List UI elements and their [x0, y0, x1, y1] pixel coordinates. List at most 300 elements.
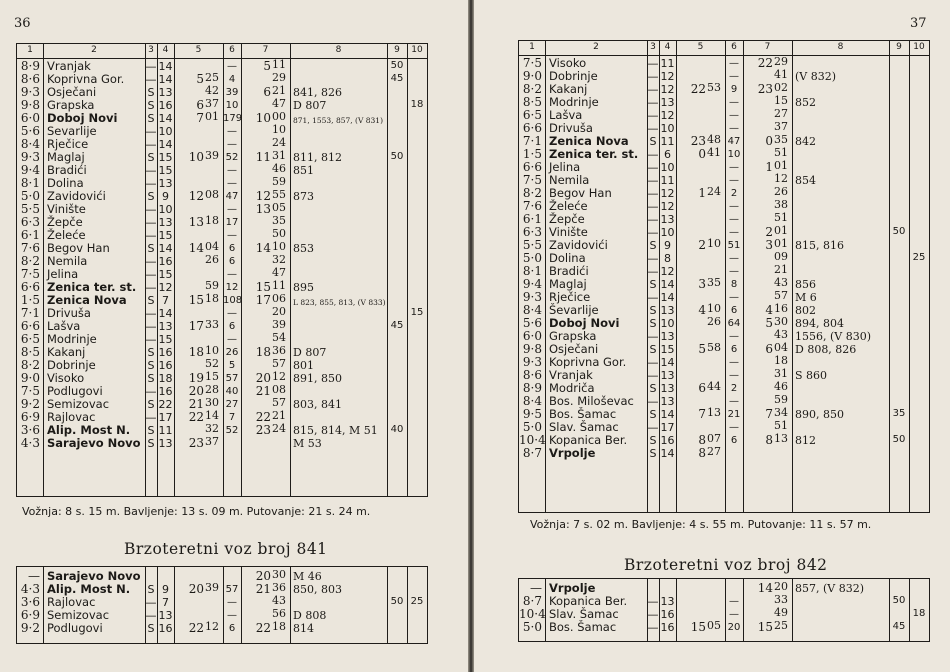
arrival-minutes: 33	[205, 318, 219, 331]
connection-note: M 6	[795, 291, 817, 304]
travel-minutes: 10	[660, 161, 675, 174]
dwell-minutes: —	[227, 308, 237, 319]
column-number: 4	[162, 45, 169, 55]
arrival-hour: 22	[690, 82, 706, 96]
station-name: Begov Han	[47, 241, 110, 255]
dwell-minutes: 6	[228, 243, 236, 254]
stop-flag: —	[145, 307, 157, 320]
distance-km: 8·9	[522, 381, 542, 395]
stop-flag: S	[147, 583, 155, 596]
arrival-hour: 8	[698, 433, 706, 447]
departure-minutes: 29	[272, 71, 286, 84]
dwell-minutes: 26	[225, 347, 239, 358]
stop-flag: —	[145, 229, 157, 242]
dwell-minutes: 2	[730, 188, 738, 199]
departure-minutes: 46	[774, 380, 788, 393]
departure-minutes: 43	[774, 276, 788, 289]
load-mark: 45	[390, 73, 404, 84]
departure-minutes: 54	[272, 331, 286, 344]
section-title: Brzoteretni voz broj 842	[624, 556, 828, 574]
travel-minutes: 13	[158, 177, 173, 190]
stop-flag: —	[145, 138, 157, 151]
connection-note: 873	[293, 190, 314, 203]
travel-minutes: 7	[162, 596, 169, 609]
load-mark: 50	[390, 151, 404, 162]
arrival-minutes: 37	[205, 97, 219, 110]
connection-note: 1556, (V 830)	[795, 330, 872, 343]
table-row	[17, 437, 427, 450]
distance-km: 8·1	[522, 264, 542, 278]
stop-flag: —	[145, 596, 157, 609]
travel-minutes: 14	[158, 112, 173, 125]
table-row	[17, 622, 427, 635]
travel-minutes: 9	[162, 583, 169, 596]
arrival-minutes: 07	[707, 432, 721, 445]
departure-hour: 5	[263, 59, 271, 73]
dwell-minutes: —	[227, 126, 237, 137]
departure-minutes: 43	[774, 328, 788, 341]
station-name: Podlugovi	[47, 621, 103, 635]
departure-minutes: 29	[774, 55, 788, 68]
travel-minutes: 14	[660, 356, 675, 369]
departure-minutes: 51	[774, 419, 788, 432]
departure-minutes: 43	[272, 594, 286, 607]
departure-hour: 0	[765, 134, 773, 148]
travel-minutes: 10	[660, 317, 675, 330]
distance-km: 1·5	[522, 147, 542, 161]
dwell-minutes: —	[227, 269, 237, 280]
station-name: Dobrinje	[47, 358, 96, 372]
travel-minutes: 14	[158, 138, 173, 151]
distance-km: 6·6	[522, 121, 542, 135]
distance-km: 9·2	[20, 397, 40, 411]
connection-note: 801	[293, 359, 314, 372]
travel-minutes: 7	[162, 294, 169, 307]
stop-flag: S	[147, 622, 155, 635]
arrival-minutes: 39	[205, 581, 219, 594]
station-name: Rječice	[47, 137, 89, 151]
travel-minutes: 16	[158, 622, 173, 635]
load-mark: 50	[892, 434, 906, 445]
stop-flag: —	[647, 161, 659, 174]
departure-hour: 6	[263, 85, 271, 99]
stop-flag: S	[147, 346, 155, 359]
station-name: Modriča	[549, 381, 595, 395]
distance-km: 6·5	[20, 332, 40, 346]
dwell-minutes: —	[227, 597, 237, 608]
departure-hour: 11	[255, 150, 271, 164]
connection-note: 895	[293, 281, 314, 294]
travel-minutes: 14	[158, 242, 173, 255]
stop-flag: —	[647, 174, 659, 187]
arrival-hour: 21	[188, 397, 204, 411]
stop-flag: —	[647, 83, 659, 96]
arrival-hour: 7	[196, 111, 204, 125]
distance-km: 6·6	[20, 280, 40, 294]
stop-flag: —	[647, 200, 659, 213]
departure-minutes: 36	[272, 344, 286, 357]
dwell-minutes: 10	[727, 149, 741, 160]
dwell-minutes: —	[729, 357, 739, 368]
dwell-minutes: —	[729, 175, 739, 186]
travel-minutes: 10	[660, 122, 675, 135]
departure-minutes: 13	[774, 432, 788, 445]
departure-hour: 22	[757, 56, 773, 70]
stop-flag: S	[649, 343, 657, 356]
station-name: Dobrinje	[549, 69, 598, 83]
dwell-minutes: 10	[225, 100, 239, 111]
dwell-minutes: 179	[223, 113, 243, 124]
travel-minutes: 16	[158, 255, 173, 268]
dwell-minutes: 21	[727, 409, 741, 420]
load-mark: 50	[892, 595, 906, 606]
column-number: 4	[664, 42, 671, 52]
station-name: Semizovac	[47, 397, 110, 411]
arrival-minutes: 26	[205, 253, 219, 266]
travel-minutes: 16	[660, 621, 675, 634]
distance-km: 8·5	[522, 95, 542, 109]
departure-minutes: 09	[774, 250, 788, 263]
departure-hour: 22	[255, 621, 271, 635]
distance-km: 9·8	[20, 98, 40, 112]
arrival-hour: 12	[188, 189, 204, 203]
arrival-minutes: 37	[205, 435, 219, 448]
travel-minutes: 12	[660, 109, 675, 122]
stop-flag: —	[145, 125, 157, 138]
distance-km: 8·6	[20, 72, 40, 86]
stop-flag: —	[145, 177, 157, 190]
dwell-minutes: 4	[228, 74, 236, 85]
load-mark: 50	[390, 60, 404, 71]
distance-km: 5·5	[20, 202, 40, 216]
stop-flag: S	[147, 294, 155, 307]
distance-km: 10·4	[519, 433, 546, 447]
travel-minutes: 12	[158, 281, 173, 294]
dwell-minutes: 5	[228, 360, 236, 371]
travel-minutes: 13	[660, 330, 675, 343]
departure-minutes: 32	[272, 253, 286, 266]
arrival-minutes: 25	[205, 71, 219, 84]
dwell-minutes: —	[729, 331, 739, 342]
dwell-minutes: —	[227, 61, 237, 72]
column-number: 8	[837, 42, 844, 52]
departure-minutes: 38	[774, 198, 788, 211]
column-number: 6	[229, 45, 235, 55]
dwell-minutes: —	[227, 165, 237, 176]
stop-flag: —	[647, 226, 659, 239]
travel-minutes: 14	[660, 278, 675, 291]
load-mark: 18	[912, 608, 926, 619]
stop-flag: —	[145, 609, 157, 622]
column-number: 10	[411, 45, 423, 55]
station-name: Lašva	[549, 108, 583, 122]
dwell-minutes: 40	[225, 386, 239, 397]
station-name: Jelina	[47, 267, 79, 281]
dwell-minutes: 7	[228, 412, 236, 423]
departure-minutes: 50	[272, 227, 286, 240]
distance-km: 10·4	[519, 607, 546, 621]
load-mark: 18	[410, 99, 424, 110]
distance-km: 9·3	[20, 85, 40, 99]
arrival-hour: 22	[188, 621, 204, 635]
departure-minutes: 35	[774, 133, 788, 146]
departure-minutes: 11	[272, 279, 286, 292]
stop-flag: S	[147, 99, 155, 112]
dwell-minutes: 39	[225, 87, 239, 98]
departure-minutes: 01	[774, 237, 788, 250]
distance-km: 8·7	[522, 594, 542, 608]
stop-flag: —	[145, 268, 157, 281]
station-name: Nemila	[549, 173, 590, 187]
stop-flag: —	[145, 255, 157, 268]
station-name: Maglaj	[47, 150, 85, 164]
column-number: 9	[394, 45, 400, 55]
arrival-minutes: 41	[707, 146, 721, 159]
arrival-minutes: 18	[205, 214, 219, 227]
distance-km: 3·6	[20, 595, 40, 609]
distance-km: 6·6	[20, 319, 40, 333]
travel-minutes: 13	[660, 213, 675, 226]
travel-minutes: 15	[158, 164, 173, 177]
station-name: Kakanj	[549, 82, 588, 96]
travel-minutes: 14	[158, 307, 173, 320]
stop-flag: —	[647, 57, 659, 70]
arrival-hour: 8	[698, 446, 706, 460]
dwell-minutes: —	[729, 123, 739, 134]
station-name: Vranjak	[549, 368, 593, 382]
travel-minutes: 11	[660, 57, 675, 70]
dwell-minutes: 47	[727, 136, 741, 147]
dwell-minutes: —	[729, 214, 739, 225]
station-name: Visoko	[47, 371, 85, 385]
distance-km: 5·0	[20, 189, 40, 203]
distance-km: 9·3	[522, 290, 542, 304]
travel-minutes: 18	[158, 372, 173, 385]
departure-minutes: 21	[774, 263, 788, 276]
dwell-minutes: 6	[730, 344, 738, 355]
departure-minutes: 30	[272, 568, 286, 581]
connection-note: D 807	[293, 346, 327, 359]
table-row	[519, 447, 929, 460]
departure-minutes: 01	[774, 224, 788, 237]
dwell-minutes: 52	[225, 152, 239, 163]
distance-km: 7·5	[522, 56, 542, 70]
column-number: 8	[335, 45, 342, 55]
departure-minutes: 31	[272, 149, 286, 162]
departure-minutes: 08	[272, 383, 286, 396]
stop-flag: —	[647, 369, 659, 382]
load-mark: 40	[390, 424, 404, 435]
travel-minutes: 13	[660, 96, 675, 109]
load-mark: 50	[390, 596, 404, 607]
connection-note: 841, 826	[293, 86, 342, 99]
distance-km: 8·4	[20, 137, 40, 151]
dwell-minutes: —	[729, 596, 739, 607]
stop-flag: —	[647, 421, 659, 434]
dwell-minutes: 8	[730, 279, 738, 290]
travel-minutes: 13	[158, 320, 173, 333]
station-name: Jelina	[549, 160, 581, 174]
arrival-minutes: 08	[205, 188, 219, 201]
distance-km: 5·5	[522, 238, 542, 252]
stop-flag: —	[647, 122, 659, 135]
travel-minutes: 6	[664, 148, 671, 161]
departure-hour: 23	[757, 82, 773, 96]
arrival-hour: 5	[196, 72, 204, 86]
connection-note: 853	[293, 242, 314, 255]
station-name: Vranjak	[47, 59, 91, 73]
station-name: Slav. Šamac	[549, 607, 619, 621]
dwell-minutes: 6	[730, 305, 738, 316]
stop-flag: —	[647, 356, 659, 369]
station-name: Žepče	[47, 215, 83, 229]
distance-km: 6·3	[20, 215, 40, 229]
departure-minutes: 21	[272, 84, 286, 97]
stop-flag: —	[145, 60, 157, 73]
departure-minutes: 04	[774, 341, 788, 354]
distance-km: 7·6	[20, 241, 40, 255]
dwell-minutes: 6	[228, 256, 236, 267]
travel-minutes: 14	[158, 73, 173, 86]
travel-minutes: 13	[660, 395, 675, 408]
travel-minutes: 9	[162, 190, 169, 203]
station-name: Želeće	[47, 228, 86, 242]
arrival-minutes: 52	[205, 357, 219, 370]
travel-minutes: 14	[660, 447, 675, 460]
stop-flag: —	[145, 411, 157, 424]
dwell-minutes: 52	[225, 425, 239, 436]
departure-hour: 20	[255, 371, 271, 385]
distance-km: 6·9	[20, 608, 40, 622]
dwell-minutes: —	[729, 396, 739, 407]
distance-km: 9·3	[522, 355, 542, 369]
connection-note: 890, 850	[795, 408, 844, 421]
distance-km: 6·5	[522, 108, 542, 122]
travel-minutes: 12	[660, 83, 675, 96]
dwell-minutes: —	[729, 422, 739, 433]
dwell-minutes: —	[729, 609, 739, 620]
stop-flag: —	[647, 213, 659, 226]
travel-minutes: 11	[660, 135, 675, 148]
stop-flag: —	[647, 621, 659, 634]
station-name: Vrpolje	[549, 581, 596, 595]
distance-km: —	[28, 569, 40, 583]
connection-note: 891, 850	[293, 372, 342, 385]
travel-minutes: 14	[660, 408, 675, 421]
departure-hour: 18	[255, 345, 271, 359]
column-number: 3	[148, 45, 154, 55]
dwell-minutes: 9	[730, 84, 738, 95]
arrival-minutes: 59	[205, 279, 219, 292]
column-header	[17, 44, 427, 59]
departure-minutes: 30	[774, 315, 788, 328]
dwell-minutes: 51	[727, 240, 741, 251]
column-number: 2	[593, 42, 599, 52]
travel-minutes: 16	[660, 434, 675, 447]
dwell-minutes: 27	[225, 399, 239, 410]
dwell-minutes: 17	[225, 217, 239, 228]
departure-hour: 6	[765, 342, 773, 356]
station-name: Doboj Novi	[47, 111, 118, 125]
arrival-hour: 18	[188, 345, 204, 359]
travel-minutes: 13	[660, 595, 675, 608]
stop-flag: S	[649, 239, 657, 252]
arrival-minutes: 44	[707, 380, 721, 393]
departure-minutes: 12	[272, 370, 286, 383]
dwell-minutes: 108	[223, 295, 243, 306]
arrival-minutes: 10	[707, 237, 721, 250]
travel-minutes: 15	[158, 229, 173, 242]
dwell-minutes: —	[227, 178, 237, 189]
departure-minutes: 10	[272, 240, 286, 253]
travel-minutes: 22	[158, 398, 173, 411]
arrival-minutes: 42	[205, 84, 219, 97]
station-name: Zavidovići	[549, 238, 608, 252]
dwell-minutes: 47	[225, 191, 239, 202]
distance-km: 6·0	[20, 111, 40, 125]
station-name: Podlugovi	[47, 384, 103, 398]
departure-minutes: 15	[774, 94, 788, 107]
right-page	[474, 0, 950, 672]
departure-minutes: 34	[774, 406, 788, 419]
arrival-minutes: 18	[205, 292, 219, 305]
stop-flag: S	[147, 112, 155, 125]
connection-note: 814	[293, 622, 314, 635]
arrival-hour: 10	[188, 150, 204, 164]
station-name: Doboj Novi	[549, 316, 620, 330]
dwell-minutes: 12	[225, 282, 239, 293]
station-name: Ševarlije	[549, 303, 599, 317]
connection-note: D 808	[293, 609, 327, 622]
station-name: Dolina	[549, 251, 586, 265]
arrival-hour: 22	[188, 410, 204, 424]
arrival-hour: 1	[698, 186, 706, 200]
station-name: Bos. Šamac	[549, 407, 617, 421]
departure-hour: 21	[255, 582, 271, 596]
distance-km: 9·0	[522, 69, 542, 83]
stop-flag: —	[145, 164, 157, 177]
stop-flag: —	[647, 252, 659, 265]
stop-flag: —	[647, 70, 659, 83]
connection-note: 811, 812	[293, 151, 342, 164]
column-number: 10	[913, 42, 925, 52]
arrival-hour: 20	[188, 384, 204, 398]
departure-minutes: 00	[272, 110, 286, 123]
distance-km: 7·1	[20, 306, 40, 320]
distance-km: 9·5	[522, 407, 542, 421]
distance-km: 8·5	[20, 345, 40, 359]
arrival-minutes: 30	[205, 396, 219, 409]
travel-minutes: 13	[660, 382, 675, 395]
station-name: Alip. Most N.	[47, 582, 131, 596]
column-number: 3	[650, 42, 656, 52]
travel-minutes: 15	[660, 343, 675, 356]
station-name: Drivuša	[549, 121, 593, 135]
stop-flag: S	[649, 434, 657, 447]
dwell-minutes: —	[227, 139, 237, 150]
departure-minutes: 57	[774, 289, 788, 302]
station-name: Vinište	[549, 225, 588, 239]
connection-note: S 860	[795, 369, 828, 382]
departure-hour: 15	[757, 620, 773, 634]
travel-minutes: 12	[660, 70, 675, 83]
load-mark: 35	[892, 408, 906, 419]
dwell-minutes: —	[227, 610, 237, 621]
stop-flag: S	[147, 372, 155, 385]
departure-minutes: 46	[272, 162, 286, 175]
station-name: Želeće	[549, 199, 588, 213]
travel-minutes: 10	[158, 125, 173, 138]
